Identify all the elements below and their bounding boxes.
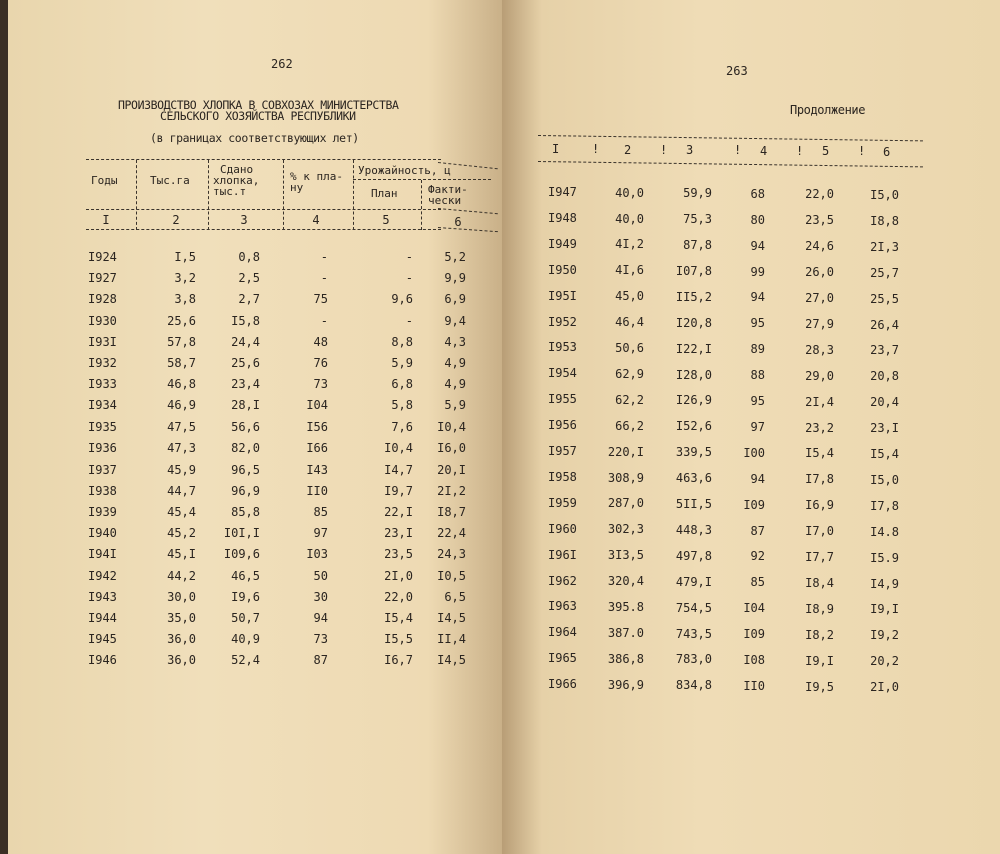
header-years: Годы [91,174,118,187]
table-cell: 6,9 [444,292,466,307]
table-cell: I28,0 [675,367,712,382]
col-divider [353,160,354,230]
table-cell: 7,6 [391,419,413,434]
table-cell: 23,I [384,526,413,541]
column-number: 3 [240,213,248,227]
table-subtitle: (в границах соответствующих лет) [150,131,359,145]
table-cell: 287,0 [607,496,644,511]
table-cell: I934 [88,398,117,413]
table-cell: I07,8 [675,263,712,278]
table-cell: 27,0 [805,291,834,305]
table-cell: I5,8 [231,313,260,328]
table-cell: 5,9 [444,398,466,413]
table-cell: I52,6 [675,419,712,434]
table-cell: 4I,6 [615,263,644,278]
table-cell: 47,5 [167,419,196,434]
table-cell: I4,5 [437,610,466,625]
col-divider [208,160,209,230]
table-cell: I947 [548,185,577,199]
table-cell: 22,I [384,504,413,519]
table-cell: 743,5 [675,626,712,641]
table-cell: 834,8 [675,678,712,693]
col-divider [421,180,422,230]
header-delivered: хлопка, [213,174,260,187]
table-cell: 386,8 [607,651,644,666]
column-number: 2 [172,213,180,227]
table-cell: 35,0 [167,610,196,625]
table-cell: 20,I [437,462,466,477]
table-cell: I942 [88,568,117,583]
column-header: 3 [686,143,694,157]
table-cell: 46,5 [231,568,260,583]
table-cell: 23,4 [231,377,260,392]
table-cell: 46,9 [167,398,196,413]
column-header: ! [734,143,742,158]
table-cell: 57,8 [167,334,196,349]
table-cell: I5,5 [384,632,413,647]
table-cell: 308,9 [607,470,644,485]
table-cell: 339,5 [675,445,712,460]
table-cell: 5II,5 [675,497,712,511]
table-cell: 220,I [607,444,644,459]
page-number: 263 [726,64,748,78]
table-cell: I946 [88,653,117,668]
column-number: 6 [454,215,462,229]
table-cell: I09 [743,627,765,642]
table-cell: 479,I [675,574,712,589]
table-cell: I26,9 [675,393,712,408]
table-cell: I932 [88,356,117,370]
table-cell: I7,7 [805,550,834,564]
table-cell: 97 [313,526,328,541]
table-cell: I94I [88,547,117,562]
yield-rule [353,179,491,180]
table-cell: I09 [743,497,765,512]
table-cell: 40,0 [615,211,644,226]
table-cell: I20,8 [675,315,712,330]
table-cell: 27,9 [805,316,834,331]
table-cell: I953 [548,340,577,355]
table-cell: I0I,I [223,526,260,541]
table-cell: I04 [306,398,328,413]
table-cell: I7,8 [870,498,899,513]
table-title-line2: СЕЛЬСКОГО ХОЗЯЙСТВА РЕСПУБЛИКИ [160,109,356,123]
table-cell: I96I [548,547,577,562]
table-cell: I933 [88,377,117,392]
table-cell: I955 [548,392,577,407]
table-cell: 9,6 [391,292,413,307]
table-cell: I5,4 [384,610,413,625]
table-cell: I937 [88,462,117,477]
table-cell: 45,2 [167,526,196,541]
table-cell: I4.8 [870,524,899,539]
table-cell: I943 [88,589,117,604]
table-cell: 3,8 [174,292,196,307]
table-cell: 497,8 [675,548,712,563]
table-cell: I930 [88,313,117,328]
table-cell: 28,3 [805,342,834,357]
table-cell: I924 [88,250,117,264]
table-cell: 28,I [231,398,260,413]
header-rule-mid-end [438,208,498,214]
table-cell: I5.9 [870,550,899,565]
col-divider [136,160,137,230]
table-cell: I9,6 [231,589,260,604]
header-rule-top [86,159,441,160]
table-cell: 46,8 [167,377,196,392]
column-number: 5 [382,213,390,227]
table-cell: I938 [88,483,117,498]
table-cell: - [405,313,413,328]
table-cell: 30,0 [167,589,196,604]
column-header: 4 [760,143,768,158]
table-cell: 24,3 [437,547,466,562]
column-header: ! [858,144,866,159]
table-cell: I936 [88,440,117,455]
table-cell: I6,0 [437,440,466,455]
table-cell: II5,2 [675,289,712,304]
table-cell: I958 [548,469,577,484]
header-actual: чески [428,194,462,207]
table-cell: 62,9 [615,366,644,381]
table-cell: 56,6 [231,419,260,434]
table-cell: 73 [313,632,328,647]
table-cell: 20,4 [870,395,899,410]
header-rule-top [538,135,923,141]
table-cell: 66,2 [615,418,644,433]
table-cell: 20,8 [870,369,899,384]
table-cell: 30 [313,589,328,604]
table-cell: I7,8 [805,472,834,487]
table-cell: 36,0 [167,653,196,668]
table-cell: I949 [548,236,577,251]
table-cell: 47,3 [167,440,196,455]
table-cell: I95I [548,288,577,303]
table-cell: 50,7 [231,610,260,625]
table-cell: - [405,271,413,286]
table-cell: I954 [548,366,577,381]
table-cell: I5,0 [870,188,899,202]
table-cell: I9,I [870,602,899,617]
table-cell: 448,3 [675,522,712,537]
table-cell: 95 [750,316,765,331]
table-cell: 320,4 [607,574,644,589]
table-cell: 25,5 [870,291,899,306]
table-cell: I5,4 [805,446,834,461]
column-number: 4 [312,213,320,227]
table-cell: 463,6 [675,471,712,486]
table-cell: 48 [313,334,328,349]
table-cell: I945 [88,632,117,647]
page-number: 262 [271,57,293,71]
table-cell: I927 [88,271,117,286]
table-cell: I0,5 [437,568,466,583]
table-cell: 75 [313,292,328,307]
table-cell: I940 [88,526,117,541]
table-cell: II,4 [437,632,466,647]
col-divider [283,160,284,230]
left-page [8,0,502,854]
table-cell: 4,9 [444,356,466,370]
table-cell: 87 [750,523,765,538]
table-cell: 5,9 [391,356,413,370]
table-cell: 87 [313,653,328,668]
table-cell: I08 [743,653,765,667]
table-cell: I962 [548,573,577,588]
table-cell: 92 [750,549,765,564]
table-cell: 82,0 [231,440,260,455]
table-cell: 52,4 [231,653,260,668]
table-cell: - [320,250,328,264]
table-cell: 58,7 [167,356,196,370]
table-cell: I8,4 [805,575,834,590]
table-cell: 24,6 [805,239,834,254]
table-cell: 9,9 [444,271,466,286]
table-cell: 4I,2 [615,237,644,252]
table-cell: 94 [750,471,765,486]
table-cell: I43 [306,462,328,477]
table-cell: 23,5 [384,547,413,562]
table-cell: 36,0 [167,632,196,647]
table-cell: I09,6 [223,547,260,562]
table-cell: II0 [306,483,328,498]
table-cell: 25,7 [870,265,899,280]
table-cell: I939 [88,504,117,519]
table-cell: I950 [548,262,577,277]
header-pct-plan: ну [290,181,304,194]
table-cell: - [320,271,328,286]
table-cell: I957 [548,444,577,458]
table-cell: 20,2 [870,654,899,669]
table-cell: 26,0 [805,265,834,280]
table-cell: I944 [88,610,117,625]
table-cell: I4,5 [437,653,466,668]
column-header: ! [660,142,668,157]
table-cell: I9,7 [384,483,413,498]
table-cell: 2I,2 [437,483,466,498]
table-cell: I8,7 [437,504,466,519]
table-cell: 23,I [870,421,899,436]
column-header: I [552,142,560,156]
table-cell: 754,5 [675,600,712,615]
table-cell: 87,8 [683,238,712,252]
table-cell: 23,7 [870,343,899,358]
table-cell: 22,0 [805,187,834,202]
table-cell: 50,6 [615,341,644,355]
table-cell: 2,5 [238,271,260,286]
table-cell: 6,8 [391,377,413,392]
table-cell: 73 [313,377,328,392]
table-cell: 4,3 [444,334,466,349]
header-plan: План [371,187,398,200]
column-number: I [102,213,110,227]
table-cell: 40,0 [615,185,644,200]
table-cell: 26,4 [870,317,899,332]
table-cell: I964 [548,625,577,640]
table-cell: 22,0 [384,589,413,604]
table-cell: 302,3 [607,522,644,537]
table-cell: I963 [548,599,577,614]
table-cell: I966 [548,677,577,692]
table-cell: I5,0 [870,472,899,487]
header-actual: Факти- [428,183,468,196]
table-cell: I4,9 [870,576,899,591]
header-delivered: Сдано [220,163,254,176]
table-cell: I9,5 [805,679,834,694]
table-cell: I56 [306,419,328,434]
column-header: 6 [883,144,891,159]
header-pct-plan: % к пла- [290,170,343,183]
right-page [502,0,1000,854]
table-cell: 2I,3 [870,239,899,254]
table-cell: I03 [306,547,328,562]
table-cell: 94 [750,290,765,305]
table-cell: I8,9 [805,601,834,616]
table-cell: I6,9 [805,498,834,513]
table-cell: 68 [750,186,765,201]
table-cell: 85 [750,575,765,590]
table-cell: I5,4 [870,447,899,461]
table-cell: 96,5 [231,462,260,477]
table-cell: 5,2 [444,250,466,264]
table-cell: I960 [548,521,577,536]
table-cell: 88 [750,368,765,383]
header-rule-bottom [86,229,441,230]
table-cell: I93I [88,334,117,349]
column-header: ! [592,142,600,157]
table-cell: 50 [313,568,328,583]
table-cell: 387.0 [607,625,644,640]
header-rule-mid [86,209,441,210]
column-header: 2 [624,142,632,157]
table-cell: 0,8 [238,250,260,264]
table-cell: 85 [313,504,328,519]
table-cell: I928 [88,292,117,307]
table-cell: 783,0 [675,652,712,667]
table-cell: I66 [306,440,328,455]
table-cell: 44,7 [167,483,196,498]
continuation-label: Продолжение [790,103,866,117]
table-cell: - [320,313,328,328]
table-cell: I4,7 [384,462,413,477]
table-cell: 5,8 [391,398,413,413]
table-cell: 396,9 [607,677,644,692]
table-cell: 45,I [167,547,196,562]
table-cell: 75,3 [683,212,712,227]
table-cell: 25,6 [167,313,196,328]
header-yield: Урожайность, ц [358,164,451,177]
table-cell: 23,2 [805,420,834,435]
table-cell: I935 [88,419,117,434]
table-cell: II0 [743,678,765,693]
table-cell: I956 [548,418,577,433]
table-cell: 3I3,5 [607,548,644,563]
table-cell: 23,5 [805,213,834,228]
table-cell: 2I,0 [870,680,899,695]
table-cell: I952 [548,314,577,329]
table-cell: 94 [313,610,328,625]
table-cell: 4,9 [444,377,466,392]
table-cell: 46,4 [615,315,644,330]
table-cell: 62,2 [615,392,644,407]
table-cell: 94 [750,238,765,253]
table-cell: I948 [548,210,577,225]
table-cell: 2,7 [238,292,260,307]
table-cell: 8,8 [391,334,413,349]
table-cell: 97 [750,419,765,434]
table-cell: - [405,250,413,264]
table-cell: 2I,0 [384,568,413,583]
table-cell: I965 [548,651,577,666]
table-cell: 9,4 [444,313,466,328]
table-cell: 96,9 [231,483,260,498]
table-cell: I0,4 [384,440,413,455]
table-cell: 2I,4 [805,394,834,409]
table-cell: I6,7 [384,653,413,668]
table-cell: I8,8 [870,213,899,228]
table-cell: 6,5 [444,589,466,604]
table-cell: 89 [750,342,765,357]
table-cell: 3,2 [174,271,196,286]
table-cell: 45,9 [167,462,196,477]
table-cell: 22,4 [437,526,466,541]
table-cell: I8,2 [805,627,834,642]
table-cell: I959 [548,495,577,510]
table-cell: I7,0 [805,524,834,539]
table-cell: 45,4 [167,504,196,519]
table-cell: 76 [313,356,328,370]
table-cell: 25,6 [231,356,260,370]
table-cell: 29,0 [805,368,834,383]
table-cell: I04 [743,601,765,616]
header-rule-bottom [538,161,923,167]
table-cell: 44,2 [167,568,196,583]
column-header: 5 [822,144,830,158]
header-area: Тыс.га [150,174,190,187]
table-cell: I22,I [675,341,712,356]
table-cell: 59,9 [683,186,712,201]
table-cell: 80 [750,212,765,227]
header-delivered: тыс.т [213,185,247,198]
table-cell: 40,9 [231,632,260,647]
table-cell: 85,8 [231,504,260,519]
table-title-line1: ПРОИЗВОДСТВО ХЛОПКА В СОВХОЗАХ МИНИСТЕРСТВА [118,98,399,112]
table-cell: I9,2 [870,628,899,643]
table-cell: 99 [750,264,765,279]
table-cell: I9,I [805,653,834,668]
table-cell: 45,0 [615,289,644,304]
table-cell: I0,4 [437,419,466,434]
table-cell: 24,4 [231,334,260,349]
table-cell: 395.8 [607,600,644,614]
table-cell: I00 [743,445,765,460]
table-cell: I,5 [174,250,196,264]
column-header: ! [796,143,804,158]
table-cell: 95 [750,394,765,408]
